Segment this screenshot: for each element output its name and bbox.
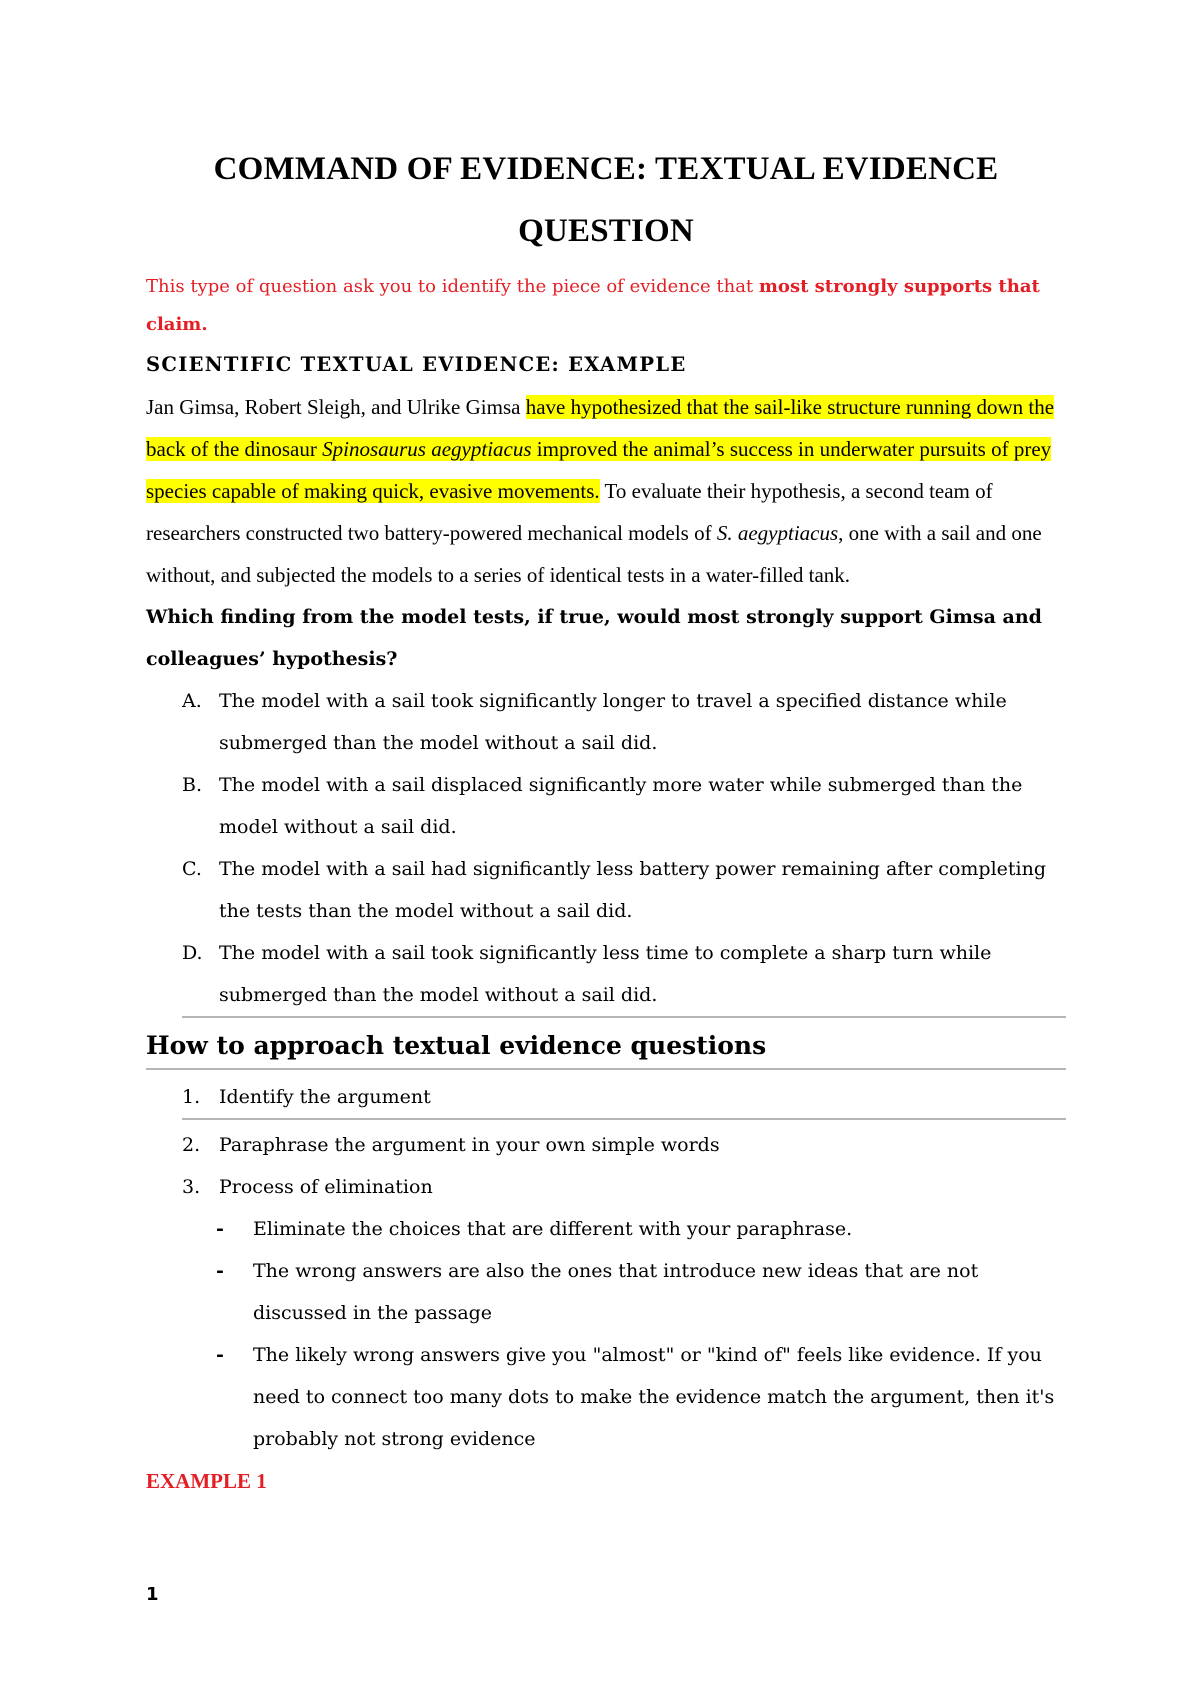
example-1-heading: EXAMPLE 1: [146, 1469, 267, 1493]
step-text: Process of elimination: [219, 1176, 433, 1198]
choice-marker: B.: [182, 774, 203, 796]
step-text: Identify the argument: [219, 1086, 431, 1108]
choice-text: The model with a sail had significantly less battery power remaining after completing the tests than the model without a sail did.: [219, 858, 1047, 922]
page-title: [146, 138, 1066, 262]
dash-bullet: -: [216, 1218, 224, 1240]
choice-text: The model with a sail took significantly longer to travel a specified distance while submerged than the model without a sail did.: [219, 690, 1007, 754]
tip-item: [146, 1334, 1066, 1460]
choice-text: The model with a sail displaced significantly more water while submerged than the model without a sail did.: [219, 774, 1023, 838]
passage-text: [146, 386, 1066, 596]
answer-choices: [146, 680, 1066, 1016]
tip-text: The wrong answers are also the ones that introduce new ideas that are not discussed in the passage: [253, 1260, 979, 1324]
choice-c: [146, 848, 1066, 932]
tip-item: [146, 1208, 1066, 1250]
dash-bullet: -: [216, 1260, 224, 1282]
choice-a: [146, 680, 1066, 764]
dash-bullet: -: [216, 1344, 224, 1366]
title-line-2: QUESTION: [518, 213, 694, 249]
approach-steps: [146, 1076, 1066, 1118]
divider-line: [182, 1118, 1066, 1120]
choice-text: The model with a sail took significantly less time to complete a sharp turn while submerged than the model without a sail did.: [219, 942, 992, 1006]
divider-line: [146, 1068, 1066, 1070]
tip-text: Eliminate the choices that are different with your paraphrase.: [253, 1218, 853, 1240]
step-marker: 2.: [182, 1134, 201, 1156]
approach-steps-continued: [146, 1124, 1066, 1208]
approach-heading: How to approach textual evidence questions: [146, 1031, 767, 1060]
tip-item: [146, 1250, 1066, 1334]
choice-marker: D.: [182, 942, 203, 964]
elimination-tips: [146, 1208, 1066, 1460]
choice-marker: C.: [182, 858, 202, 880]
page-number: 1: [146, 1584, 159, 1605]
passage-highlight-italic: Spinosaurus aegyptiacus: [322, 437, 532, 461]
passage-part-3: , one with a sail and one without, and subjected the models to a series of identical tests in a water-filled tank.: [146, 521, 1042, 587]
intro-bold: most strongly supports that claim.: [146, 276, 1040, 335]
step-paraphrase: [146, 1124, 1066, 1166]
step-marker: 3.: [182, 1176, 201, 1198]
divider-line: [182, 1016, 1066, 1018]
choice-d: [146, 932, 1066, 1016]
passage-italic: S. aegyptiacus: [716, 521, 839, 545]
example-subheading: SCIENTIFIC TEXTUAL EVIDENCE: EXAMPLE: [146, 353, 687, 376]
step-marker: 1.: [182, 1086, 201, 1108]
choice-b: [146, 764, 1066, 848]
tip-text: The likely wrong answers give you "almost" or "kind of" feels like evidence. If you need to connect too many dots to make the evidence match the argument, then it's probably not strong evidence: [253, 1344, 1055, 1450]
step-elimination: [146, 1166, 1066, 1208]
intro-plain: This type of question ask you to identify the piece of evidence that: [146, 276, 759, 297]
title-line-1: COMMAND OF EVIDENCE: TEXTUAL EVIDENCE: [213, 151, 999, 187]
choice-marker: A.: [182, 690, 202, 712]
passage-part-2: To evaluate their hypothesis, a second team of researchers constructed two battery-powered mechanical models of: [146, 479, 993, 545]
passage-part-1: Jan Gimsa, Robert Sleigh, and Ulrike Gimsa: [146, 395, 526, 419]
intro-text: [146, 268, 1066, 344]
step-text: Paraphrase the argument in your own simple words: [219, 1134, 720, 1156]
passage-highlight-1: have hypothesized that the sail-like structure running down the back of the dinosaur: [146, 395, 1055, 461]
page-content: [146, 138, 1066, 1502]
step-identify: [146, 1076, 1066, 1118]
passage-highlight-2: improved the animal’s success in underwater pursuits of prey species capable of making quick, evasive movements.: [146, 437, 1052, 503]
question-text: Which finding from the model tests, if true, would most strongly support Gimsa and colleagues’ hypothesis?: [146, 606, 1042, 670]
